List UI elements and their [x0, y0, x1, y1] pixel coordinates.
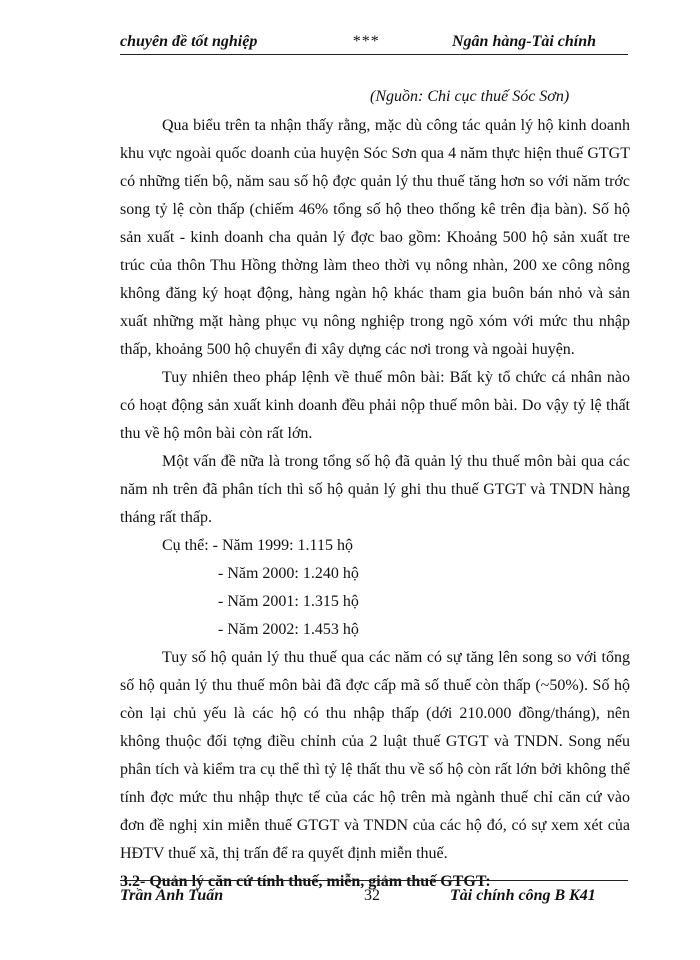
- list-item: - Năm 2002: 1.453 hộ: [218, 621, 359, 638]
- header-left-text: chuyên đề tốt nghiệp: [120, 33, 258, 50]
- paragraph: Tuy nhiên theo pháp lệnh về thuế môn bài: Bất kỳ tổ chức cá nhân nào có hoạt động sản xuất kinh doanh đều phải nộp thuế môn bài. Do vậy tỷ lệ thất thu về hộ môn bài còn rất lớn.: [120, 369, 630, 442]
- source-note: (Nguồn: Chi cục thuế Sóc Sơn): [370, 88, 570, 105]
- footer-author: Trần Anh Tuấn: [120, 887, 224, 904]
- body-text: [120, 112, 630, 896]
- page-footer: [120, 880, 628, 911]
- list-item: Cụ thể: - Năm 1999: 1.115 hộ: [162, 537, 353, 554]
- list-item: - Năm 2001: 1.315 hộ: [218, 593, 359, 610]
- household-list: [120, 532, 630, 644]
- header-separator: ***: [352, 33, 379, 50]
- paragraph: Qua biểu trên ta nhận thấy rằng, mặc dù công tác quản lý hộ kinh doanh khu vực ngoài quốc doanh của huyện Sóc Sơn qua 4 năm thực hiện thuế GTGT có những tiến bộ, năm sau số hộ đợc quản lý thu thuế tăng hơn so với năm trớc song tỷ lệ còn thấp (chiếm 46% tổng số hộ theo thống kê trên địa bàn). Số hộ sản xuất - kinh doanh cha quản lý đợc bao gồm: Khoảng 500 hộ sản xuất tre trúc của thôn Thu Hồng thờng làm theo thời vụ nông nhàn, 200 xe công nông không đăng ký hoạt động, hàng ngàn hộ khác tham gia buôn bán nhỏ và sản xuất những mặt hàng phục vụ nông nghiệp trong ngõ xóm với mức thu nhập thấp, khoảng 500 hộ chuyển đi xây dựng các nơi trong và ngoài huyện.: [120, 117, 630, 358]
- list-item: - Năm 2000: 1.240 hộ: [218, 565, 359, 582]
- header-right-text: Ngân hàng-Tài chính: [452, 33, 597, 50]
- page-number: 32: [364, 887, 380, 904]
- section-heading: 3.2- Quản lý căn cứ tính thuế, miễn, giảm thuế GTGT:: [120, 873, 491, 890]
- footer-course: Tài chính công B K41: [450, 887, 596, 904]
- paragraph: Tuy số hộ quản lý thu thuế qua các năm có sự tăng lên song so với tổng số hộ quản lý thu thuế môn bài đã đợc cấp mã số thuế còn thấp (~50%). Số hộ còn lại chủ yếu là các hộ có thu nhập thấp (dới 210.000 đồng/tháng), nên không thuộc đối tợng điều chỉnh của 2 luật thuế GTGT và TNDN. Song nếu phân tích và kiểm tra cụ thể thì tỷ lệ thất thu về số hộ còn rất lớn bởi không thể tính đợc mức thu nhập thực tế của các hộ trên mà ngành thuế chỉ căn cứ vào đơn đề nghị xin miễn thuế GTGT và TNDN của các hộ đó, có sự xem xét của HĐTV thuế xã, thị trấn để ra quyết định miễn thuế.: [120, 649, 630, 862]
- page-header: [120, 28, 628, 55]
- paragraph: Một vấn đề nữa là trong tổng số hộ đã quản lý thu thuế môn bài qua các năm nh trên đã phân tích thì số hộ quản lý ghi thu thuế GTGT và TNDN hàng tháng rất thấp.: [120, 453, 630, 526]
